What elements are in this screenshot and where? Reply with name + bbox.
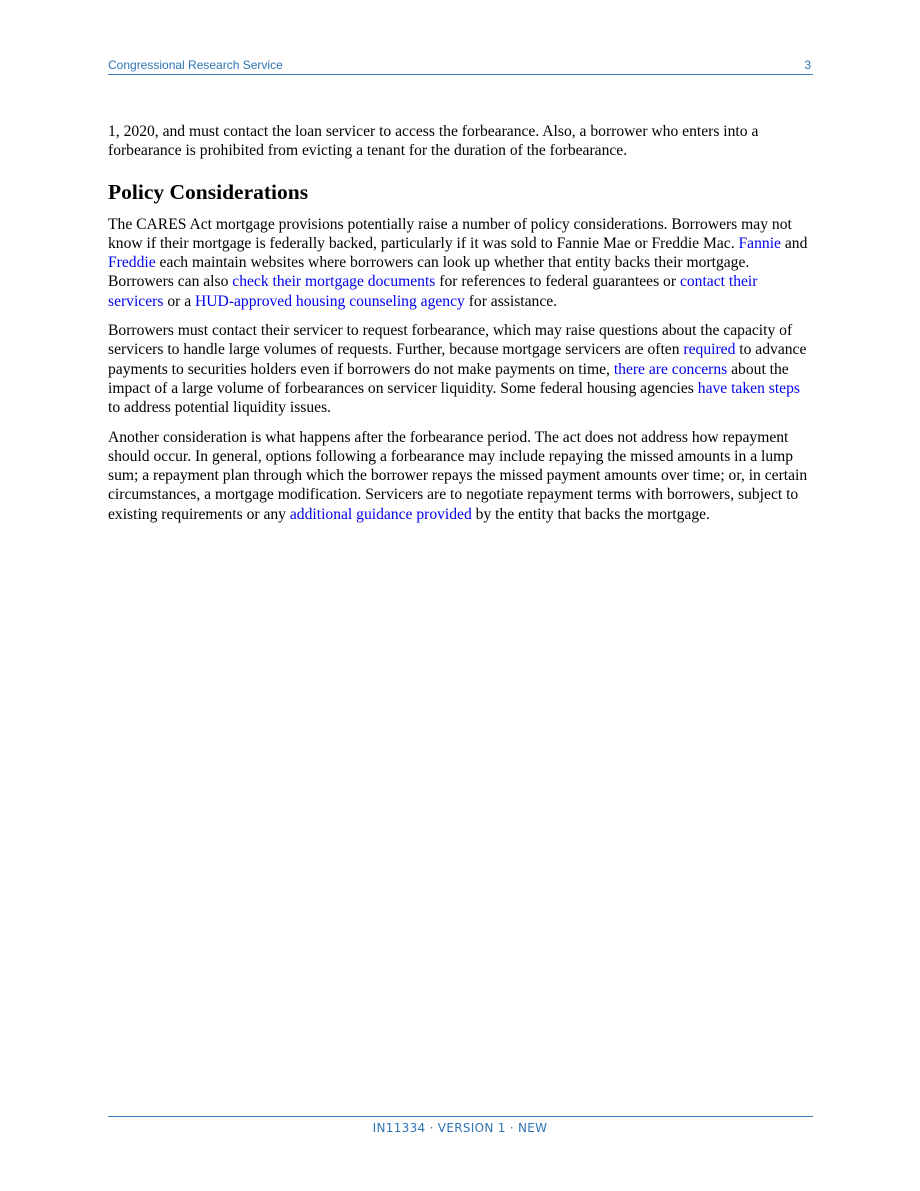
- page-number: 3: [804, 58, 811, 72]
- text: Another consideration is what happens after the forbearance period. The act does not address how repayment should occur. In general, options following a forbearance may include repaying the missed amounts in a lump sum; a repayment plan through which the borrower repays the missed payment amounts over time; or, in certain circumstances, a mortgage modification. Servicers are to negotiate repayment terms with borrowers, subject to existing requirements or any: [108, 428, 808, 523]
- text: and: [780, 234, 808, 252]
- footer-divider: [108, 1116, 813, 1117]
- text: to address potential liquidity issues.: [108, 399, 332, 417]
- text: about the impact of a large volume of forbearances on servicer liquidity. Some federal housing agencies: [108, 360, 789, 397]
- mortgage-documents-link[interactable]: check their mortgage documents: [232, 273, 436, 291]
- text: for references to federal guarantees or: [435, 273, 680, 291]
- intro-paragraph: 1, 2020, and must contact the loan servicer to access the forbearance. Also, a borrower who enters into a forbearance is prohibited from evicting a tenant for the duration of the forbearance.: [108, 123, 759, 160]
- text: The CARES Act mortgage provisions potentially raise a number of policy considerations. Borrowers may not know if their mortgage is federally backed, particularly if it was sold to Fannie Mae or Freddie Mac.: [108, 215, 792, 252]
- freddie-link[interactable]: Freddie: [108, 254, 156, 272]
- paragraph-3: [108, 428, 813, 524]
- document-body: [108, 122, 813, 534]
- text: or a: [163, 292, 196, 310]
- taken-steps-link[interactable]: have taken steps: [697, 379, 800, 397]
- hud-agency-link[interactable]: HUD-approved housing counseling agency: [195, 292, 465, 310]
- concerns-link[interactable]: there are concerns: [613, 360, 728, 378]
- text: by the entity that backs the mortgage.: [471, 505, 710, 523]
- section-heading: Policy Considerations: [108, 179, 309, 204]
- text: Borrowers must contact their servicer to request forbearance, which may raise questions about the capacity of servicers to handle large volumes of requests. Further, because mortgage servicers are often: [108, 322, 793, 359]
- page-header: [108, 58, 813, 75]
- additional-guidance-link[interactable]: additional guidance provided: [289, 505, 472, 523]
- required-link[interactable]: required: [683, 341, 736, 359]
- page-footer: IN11334 · VERSION 1 · NEW: [372, 1121, 548, 1135]
- text: each maintain websites where borrowers can look up whether that entity backs their mortgage. Borrowers can also: [108, 254, 750, 291]
- text: for assistance.: [464, 292, 558, 310]
- fannie-link[interactable]: Fannie: [738, 234, 781, 252]
- paragraph-1: [108, 215, 813, 311]
- paragraph-2: [108, 321, 813, 417]
- contact-servicers-link[interactable]: contact their servicers: [108, 273, 758, 310]
- text: to advance payments to securities holders even if borrowers do not make payments on time,: [108, 341, 807, 378]
- header-org: Congressional Research Service: [108, 58, 283, 72]
